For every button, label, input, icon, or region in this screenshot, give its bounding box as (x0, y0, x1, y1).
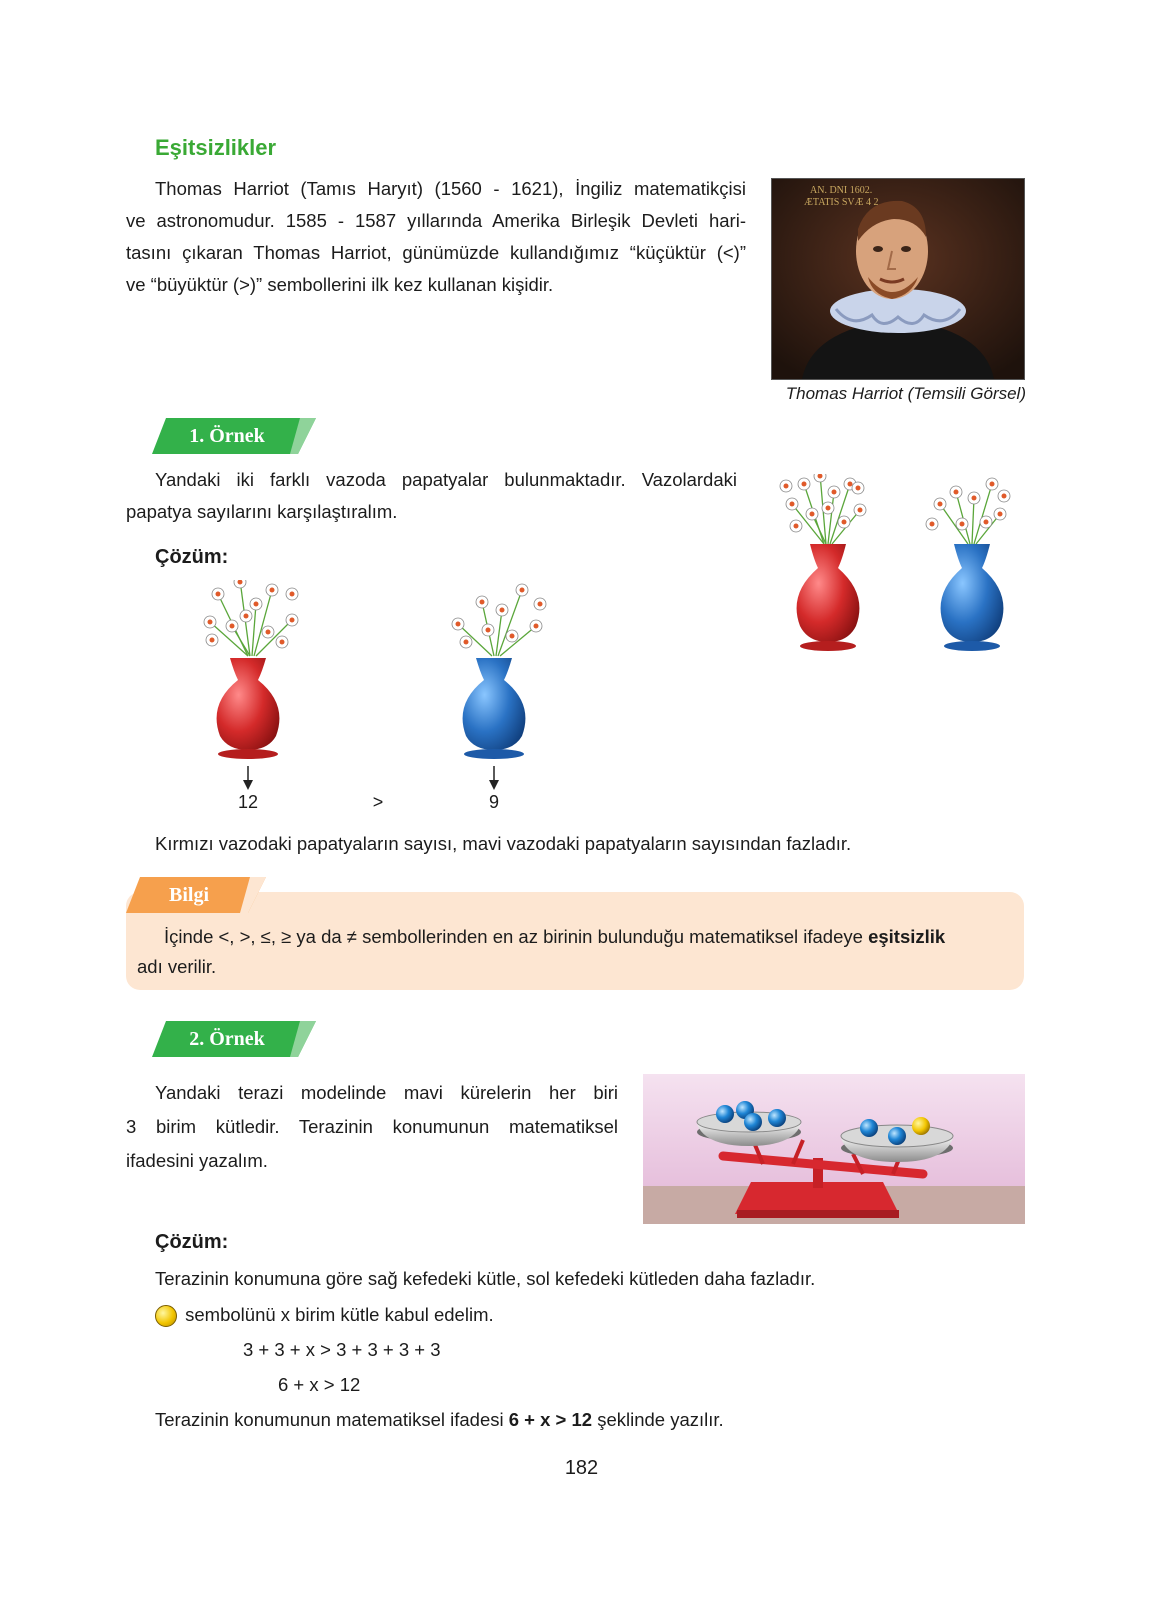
comparison-symbol: > (372, 792, 384, 812)
example-1-solution-heading: Çözüm: (155, 546, 229, 568)
final-text: Terazinin konumunun matematiksel ifadesi (155, 1409, 504, 1430)
blue-vase-count: 9 (488, 792, 499, 812)
example-2-solution-line-1: Terazinin konumuna göre sağ kefedeki kütle, sol kefedeki kütleden daha fazladır. (155, 1268, 816, 1289)
intro-line: Thomas Harriot (Tamıs Haryıt) (1560 - 1621), İngiliz matematikçisi (155, 178, 746, 199)
example-2-final (155, 1404, 724, 1436)
intro-paragraph (126, 173, 746, 301)
intro-line: ve “büyüktür (>)” sembollerini ilk kez kullanan kişidir. (126, 274, 554, 295)
vases-image (772, 474, 1032, 660)
example-2-line: 3 birim kütledir. Terazinin konumunun matematiksel (126, 1116, 618, 1137)
red-vase-count: 12 (237, 792, 259, 812)
example-1-conclusion: Kırmızı vazodaki papatyaların sayısı, mavi vazodaki papatyaların sayısından fazladır. (155, 833, 852, 854)
example-1-line: papatya sayılarını karşılaştıralım. (126, 501, 398, 522)
balance-scale-image (643, 1074, 1025, 1224)
info-term: eşitsizlik (868, 926, 946, 947)
symbol-definition: sembolünü x birim kütle kabul edelim. (185, 1304, 494, 1325)
example-2-solution-line-2 (155, 1299, 494, 1331)
info-tag-label: Bilgi (168, 884, 209, 906)
portrait-caption: Thomas Harriot (Temsili Görsel) (785, 384, 1026, 403)
example-2-tag (152, 1021, 316, 1057)
example-1-text (126, 464, 737, 528)
example-1-tag-label: 1. Örnek (189, 425, 265, 447)
info-tag (126, 877, 266, 913)
final-expression: 6 + x > 12 (508, 1409, 593, 1430)
example-2-line: ifadesini yazalım. (126, 1150, 268, 1171)
portrait-inscription-line1: AN. DNI 1602. (810, 185, 873, 196)
portrait-inscription-line2: ÆTATIS SVÆ 4 2 (804, 197, 879, 208)
intro-line: ve astronomudur. 1585 - 1587 yıllarında Amerika Birleşik Devleti hari- (126, 210, 746, 231)
thomas-harriot-portrait (771, 178, 1025, 380)
example-2-line: Yandaki terazi modelinde mavi kürelerin her biri (155, 1082, 618, 1103)
final-text-end: şeklinde yazılır. (597, 1409, 724, 1430)
info-text (137, 922, 1017, 982)
example-2-tag-label: 2. Örnek (189, 1028, 265, 1050)
yellow-ball-icon (155, 1305, 177, 1327)
example-1-tag (152, 418, 316, 454)
equation-1: 3 + 3 + x > 3 + 3 + 3 + 3 (243, 1339, 441, 1360)
info-text-main: İçinde <, >, ≤, ≥ ya da ≠ sembollerinden en az birinin bulunduğu matematiksel ifadeye (164, 926, 863, 947)
page-number: 182 (564, 1457, 599, 1479)
equation-2: 6 + x > 12 (278, 1374, 361, 1395)
info-text-end: adı verilir. (137, 956, 217, 977)
intro-line: tasını çıkaran Thomas Harriot, günümüzde kullandığımız “küçüktür (<)” (126, 242, 746, 263)
solution-vases (196, 580, 566, 800)
example-2-solution-heading: Çözüm: (155, 1231, 229, 1253)
example-2-text (126, 1076, 618, 1178)
example-1-line: Yandaki iki farklı vazoda papatyalar bulunmaktadır. Vazolardaki (155, 469, 737, 490)
section-title: Eşitsizlikler (155, 135, 277, 160)
